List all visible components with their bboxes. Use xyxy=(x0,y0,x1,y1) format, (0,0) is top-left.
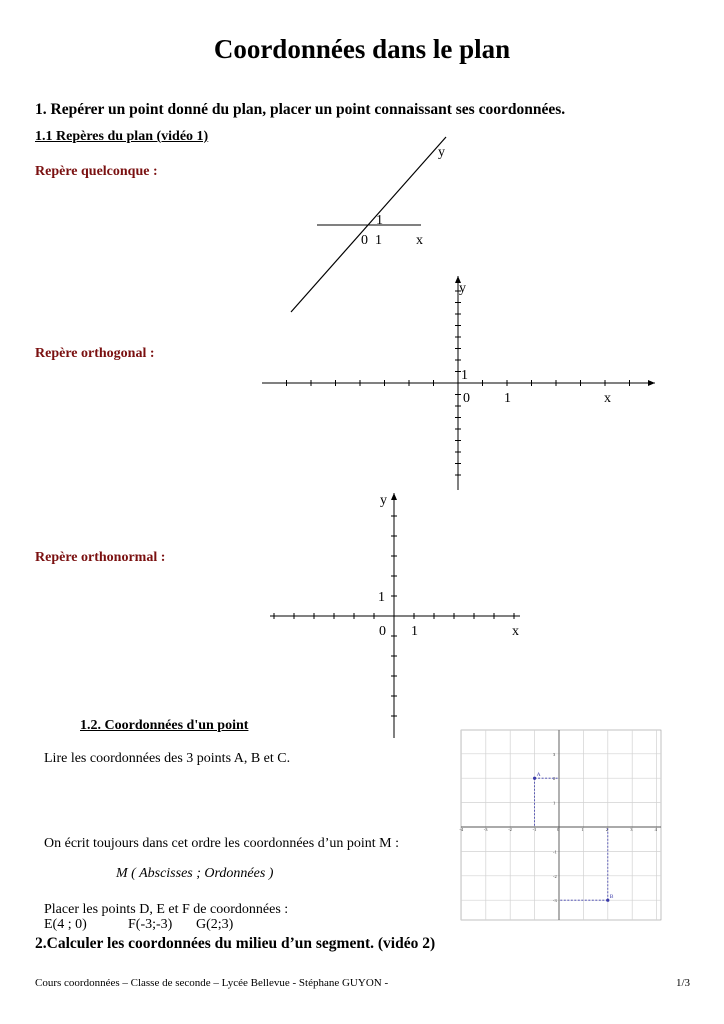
section-1-heading: 1. Repérer un point donné du plan, placer un point connaissant ses coordonnées. xyxy=(35,101,566,118)
point-label-b: B xyxy=(609,894,614,901)
label-repere-quelconque: Repère quelconque : xyxy=(35,164,158,179)
section-1-1-heading: 1.1 Repères du plan (vidéo 1) xyxy=(35,129,209,144)
grid-frame xyxy=(461,730,661,920)
orthogonal-y-label: y xyxy=(459,281,466,296)
grid-x-tick-label: 1 xyxy=(581,827,584,832)
grid-y-tick-label: 1 xyxy=(553,800,556,806)
point-e: E(4 ; 0) xyxy=(44,917,87,932)
orthogonal-origin: 0 xyxy=(463,391,470,406)
grid-x-tick-label: -2 xyxy=(508,827,512,832)
orthonormal-unit-x: 1 xyxy=(411,624,418,639)
oblique-unit-y: 1 xyxy=(376,213,383,228)
read-instruction: Lire les coordonnées des 3 points A, B et C. xyxy=(44,751,291,766)
label-repere-orthogonal: Repère orthogonal : xyxy=(35,346,155,361)
section-1-2-heading: 1.2. Coordonnées d'un point xyxy=(80,718,249,733)
orthonormal-x-label: x xyxy=(512,624,519,639)
section-2-heading: 2.Calculer les coordonnées du milieu d’un segment. (vidéo 2) xyxy=(35,935,436,952)
grid-x-tick-label: 4 xyxy=(654,827,657,832)
grid-y-tick-label: -2 xyxy=(553,873,557,879)
coordinate-formula: M ( Abscisses ; Ordonnées ) xyxy=(116,866,274,881)
orthonormal-unit-y: 1 xyxy=(378,590,385,605)
frame-orthogonal xyxy=(262,276,655,490)
oblique-x-label: x xyxy=(416,233,423,248)
frame-quelconque xyxy=(291,137,446,312)
grid-y-tick-label: -1 xyxy=(553,849,557,855)
grid-x-tick-label: 0 xyxy=(557,827,560,832)
orthogonal-unit-y: 1 xyxy=(461,368,468,383)
point-f: F(-3;-3) xyxy=(128,917,173,932)
page-title: Coordonnées dans le plan xyxy=(213,34,511,64)
oblique-unit-x: 1 xyxy=(375,233,382,248)
orthogonal-x-label: x xyxy=(604,391,611,406)
grid-x-tick-label: 2 xyxy=(605,827,609,832)
oblique-origin: 0 xyxy=(361,233,368,248)
orthogonal-unit-x: 1 xyxy=(504,391,511,406)
frame-orthonormal xyxy=(270,493,520,738)
page-number: 1/3 xyxy=(676,977,691,989)
grid-y-tick-label: 3 xyxy=(553,751,556,757)
grid-y-tick-label: -3 xyxy=(553,898,557,904)
grid-y-tick-label: 2 xyxy=(553,776,556,782)
label-repere-orthonormal: Repère orthonormal : xyxy=(35,550,166,565)
oblique-y-label: y xyxy=(438,145,445,160)
grid-x-tick-label: 3 xyxy=(630,827,633,832)
place-instruction: Placer les points D, E et F de coordonnées : xyxy=(44,902,289,917)
grid-x-tick-label: -1 xyxy=(532,827,537,832)
orthonormal-y-label: y xyxy=(380,493,387,508)
order-sentence: On écrit toujours dans cet ordre les coordonnées d’un point M : xyxy=(44,836,399,851)
point-g: G(2;3) xyxy=(196,917,234,932)
grid-x-tick-label: -3 xyxy=(483,827,488,832)
oblique-y-axis xyxy=(291,137,446,312)
points-to-place xyxy=(44,917,233,933)
orthonormal-origin: 0 xyxy=(379,624,386,639)
grid-x-tick-label: -4 xyxy=(459,827,464,832)
point-label-a: A xyxy=(536,772,541,779)
points-grid xyxy=(459,730,661,920)
footer-text: Cours coordonnées – Classe de seconde – Lycée Bellevue - Stéphane GUYON - xyxy=(35,977,389,989)
